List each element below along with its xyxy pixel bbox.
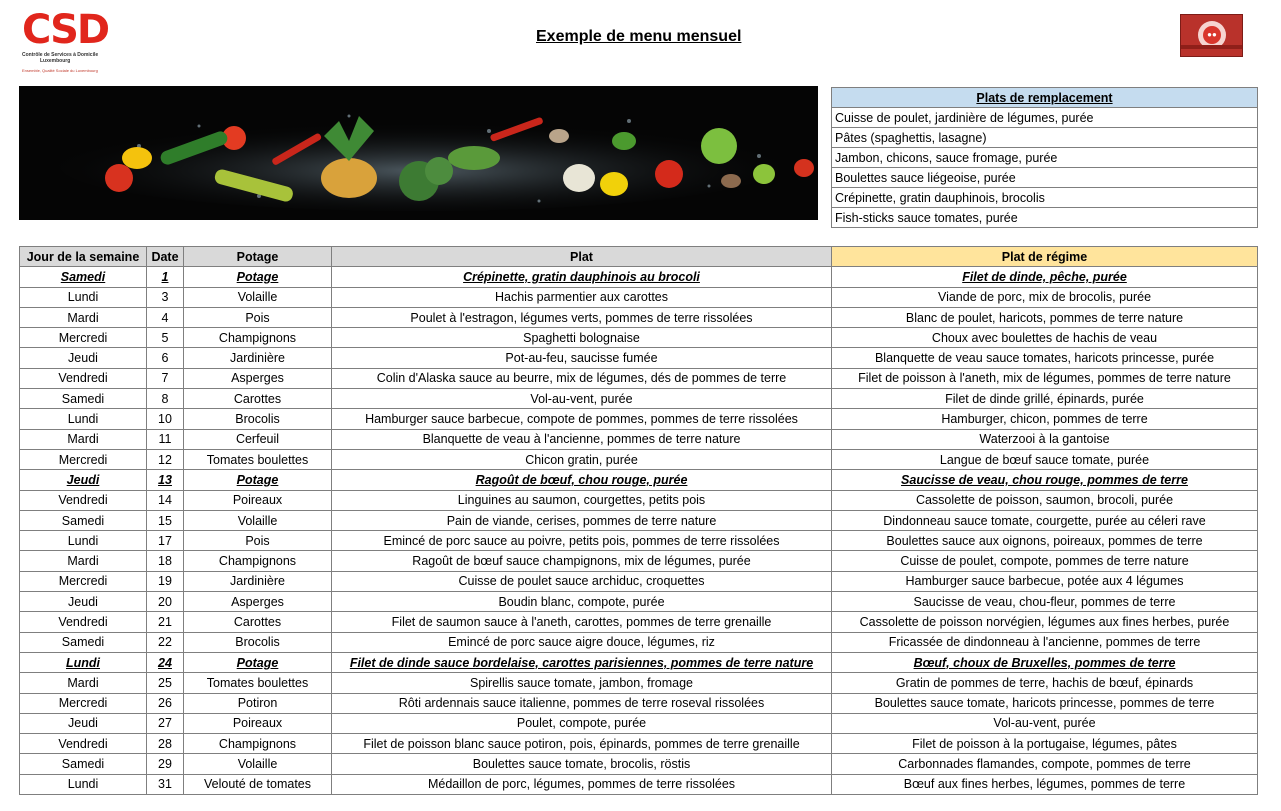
table-row bbox=[20, 571, 832, 591]
cell-soup: Pois bbox=[184, 307, 332, 327]
cell-day: Mardi bbox=[20, 673, 147, 693]
cell-dish: Emincé de porc sauce au poivre, petits pois, pommes de terre rissolées bbox=[332, 531, 832, 551]
table-row bbox=[832, 389, 1258, 409]
cell-dish: Ragoût de bœuf, chou rouge, purée bbox=[332, 470, 832, 490]
cell-soup: Pois bbox=[184, 531, 332, 551]
cell-date: 27 bbox=[147, 713, 184, 733]
table-row bbox=[832, 449, 1258, 469]
table-row bbox=[832, 551, 1258, 571]
table-row bbox=[832, 673, 1258, 693]
cell-date: 4 bbox=[147, 307, 184, 327]
cell-date: 8 bbox=[147, 389, 184, 409]
table-row bbox=[832, 409, 1258, 429]
cell-date: 1 bbox=[147, 267, 184, 287]
cell-soup: Cerfeuil bbox=[184, 429, 332, 449]
table-row bbox=[20, 449, 832, 469]
cell-day: Vendredi bbox=[20, 490, 147, 510]
table-row bbox=[20, 287, 832, 307]
logo-mark: CSD bbox=[22, 7, 109, 53]
cell-dish: Pain de viande, cerises, pommes de terre nature bbox=[332, 510, 832, 530]
cell-diet: Viande de porc, mix de brocolis, purée bbox=[832, 287, 1258, 307]
table-row bbox=[20, 267, 832, 287]
cell-day: Jeudi bbox=[20, 348, 147, 368]
replacement-item: Crépinette, gratin dauphinois, brocolis bbox=[832, 188, 1258, 208]
table-row bbox=[832, 612, 1258, 632]
cell-dish: Hachis parmentier aux carottes bbox=[332, 287, 832, 307]
table-row bbox=[20, 774, 832, 794]
replacement-title: Plats de remplacement bbox=[832, 88, 1258, 108]
cell-date: 3 bbox=[147, 287, 184, 307]
cell-soup: Volaille bbox=[184, 510, 332, 530]
cell-diet: Langue de bœuf sauce tomate, purée bbox=[832, 449, 1258, 469]
cell-day: Mardi bbox=[20, 307, 147, 327]
cell-soup: Velouté de tomates bbox=[184, 774, 332, 794]
logo-subtitle: Ensemble, Qualité Sociale du Luxembourg bbox=[22, 68, 98, 73]
table-row bbox=[832, 754, 1258, 774]
cell-diet: Hamburger sauce barbecue, potée aux 4 légumes bbox=[832, 571, 1258, 591]
table-row bbox=[20, 470, 832, 490]
table-row bbox=[20, 328, 832, 348]
meals-on-wheels-logo-icon: ●● bbox=[1180, 14, 1243, 57]
cell-day: Vendredi bbox=[20, 734, 147, 754]
cell-day: Lundi bbox=[20, 287, 147, 307]
cell-soup: Poireaux bbox=[184, 713, 332, 733]
cell-day: Jeudi bbox=[20, 470, 147, 490]
cell-date: 26 bbox=[147, 693, 184, 713]
cell-diet: Filet de dinde grillé, épinards, purée bbox=[832, 389, 1258, 409]
cell-diet: Boulettes sauce tomate, haricots princesse, pommes de terre bbox=[832, 693, 1258, 713]
cell-dish: Poulet, compote, purée bbox=[332, 713, 832, 733]
cell-date: 21 bbox=[147, 612, 184, 632]
cell-dish: Cuisse de poulet sauce archiduc, croquettes bbox=[332, 571, 832, 591]
cell-day: Lundi bbox=[20, 531, 147, 551]
cell-soup: Brocolis bbox=[184, 409, 332, 429]
cell-diet: Filet de dinde, pêche, purée bbox=[832, 267, 1258, 287]
table-row bbox=[20, 652, 832, 672]
cell-date: 15 bbox=[147, 510, 184, 530]
table-row bbox=[20, 734, 832, 754]
table-row bbox=[832, 328, 1258, 348]
table-row bbox=[20, 429, 832, 449]
cell-dish: Boudin blanc, compote, purée bbox=[332, 592, 832, 612]
monthly-menu-table bbox=[19, 246, 832, 795]
cell-diet: Bœuf, choux de Bruxelles, pommes de terre bbox=[832, 652, 1258, 672]
cell-soup: Jardinière bbox=[184, 348, 332, 368]
table-row bbox=[832, 429, 1258, 449]
table-row bbox=[20, 632, 832, 652]
cell-diet: Cuisse de poulet, compote, pommes de terre nature bbox=[832, 551, 1258, 571]
cell-date: 12 bbox=[147, 449, 184, 469]
cell-date: 20 bbox=[147, 592, 184, 612]
table-row bbox=[20, 348, 832, 368]
cell-diet: Saucisse de veau, chou rouge, pommes de terre bbox=[832, 470, 1258, 490]
table-row bbox=[832, 693, 1258, 713]
table-row bbox=[20, 368, 832, 388]
cell-day: Jeudi bbox=[20, 592, 147, 612]
cell-diet: Saucisse de veau, chou-fleur, pommes de terre bbox=[832, 592, 1258, 612]
cell-soup: Jardinière bbox=[184, 571, 332, 591]
cell-soup: Champignons bbox=[184, 734, 332, 754]
table-row bbox=[20, 409, 832, 429]
cell-day: Lundi bbox=[20, 652, 147, 672]
cell-diet: Blanc de poulet, haricots, pommes de terre nature bbox=[832, 307, 1258, 327]
table-row bbox=[832, 307, 1258, 327]
cell-date: 7 bbox=[147, 368, 184, 388]
cell-soup: Tomates boulettes bbox=[184, 673, 332, 693]
cell-dish: Vol-au-vent, purée bbox=[332, 389, 832, 409]
table-row bbox=[832, 592, 1258, 612]
cell-date: 17 bbox=[147, 531, 184, 551]
table-row bbox=[832, 734, 1258, 754]
cell-date: 24 bbox=[147, 652, 184, 672]
table-row bbox=[20, 612, 832, 632]
cell-soup: Brocolis bbox=[184, 632, 332, 652]
table-row bbox=[832, 287, 1258, 307]
cell-day: Samedi bbox=[20, 389, 147, 409]
replacement-item: Boulettes sauce liégeoise, purée bbox=[832, 168, 1258, 188]
cell-dish: Rôti ardennais sauce italienne, pommes de terre roseval rissolées bbox=[332, 693, 832, 713]
cell-day: Mercredi bbox=[20, 571, 147, 591]
cell-dish: Ragoût de bœuf sauce champignons, mix de légumes, purée bbox=[332, 551, 832, 571]
table-row bbox=[20, 713, 832, 733]
cell-soup: Asperges bbox=[184, 368, 332, 388]
cell-day: Vendredi bbox=[20, 612, 147, 632]
cell-diet: Bœuf aux fines herbes, légumes, pommes de terre bbox=[832, 774, 1258, 794]
cell-diet: Hamburger, chicon, pommes de terre bbox=[832, 409, 1258, 429]
cell-soup: Volaille bbox=[184, 754, 332, 774]
cell-dish: Filet de poisson blanc sauce potiron, pois, épinards, pommes de terre grenaille bbox=[332, 734, 832, 754]
cell-diet: Fricassée de dindonneau à l'ancienne, pommes de terre bbox=[832, 632, 1258, 652]
page-title: Exemple de menu mensuel bbox=[536, 28, 742, 45]
table-row bbox=[832, 470, 1258, 490]
cell-diet: Cassolette de poisson, saumon, brocoli, purée bbox=[832, 490, 1258, 510]
cell-dish: Boulettes sauce tomate, brocolis, röstis bbox=[332, 754, 832, 774]
table-row bbox=[20, 389, 832, 409]
cell-date: 28 bbox=[147, 734, 184, 754]
table-row bbox=[832, 571, 1258, 591]
table-row bbox=[832, 348, 1258, 368]
table-row bbox=[20, 531, 832, 551]
replacement-item: Fish-sticks sauce tomates, purée bbox=[832, 208, 1258, 228]
cell-diet: Boulettes sauce aux oignons, poireaux, pommes de terre bbox=[832, 531, 1258, 551]
cell-soup: Champignons bbox=[184, 328, 332, 348]
cell-diet: Waterzooi à la gantoise bbox=[832, 429, 1258, 449]
cell-soup: Carottes bbox=[184, 389, 332, 409]
replacement-table bbox=[831, 87, 1258, 228]
diet-menu-table bbox=[831, 246, 1258, 795]
logo-country: Luxembourg bbox=[40, 58, 71, 64]
cell-dish: Pot-au-feu, saucisse fumée bbox=[332, 348, 832, 368]
cell-day: Lundi bbox=[20, 409, 147, 429]
column-header-diet: Plat de régime bbox=[832, 247, 1258, 267]
cell-date: 5 bbox=[147, 328, 184, 348]
cell-soup: Champignons bbox=[184, 551, 332, 571]
cell-dish: Blanquette de veau à l'ancienne, pommes de terre nature bbox=[332, 429, 832, 449]
cell-diet: Gratin de pommes de terre, hachis de bœuf, épinards bbox=[832, 673, 1258, 693]
vegetables-splash-image bbox=[19, 86, 818, 220]
cell-soup: Potage bbox=[184, 267, 332, 287]
table-row bbox=[832, 774, 1258, 794]
cell-day: Mercredi bbox=[20, 693, 147, 713]
table-row bbox=[832, 652, 1258, 672]
cell-diet: Choux avec boulettes de hachis de veau bbox=[832, 328, 1258, 348]
cell-day: Mercredi bbox=[20, 328, 147, 348]
cell-dish: Spaghetti bolognaise bbox=[332, 328, 832, 348]
cell-diet: Carbonnades flamandes, compote, pommes de terre bbox=[832, 754, 1258, 774]
table-row bbox=[832, 490, 1258, 510]
cell-dish: Filet de dinde sauce bordelaise, carottes parisiennes, pommes de terre nature bbox=[332, 652, 832, 672]
cell-dish: Crépinette, gratin dauphinois au brocoli bbox=[332, 267, 832, 287]
cell-diet: Blanquette de veau sauce tomates, haricots princesse, purée bbox=[832, 348, 1258, 368]
table-row bbox=[20, 490, 832, 510]
cell-soup: Tomates boulettes bbox=[184, 449, 332, 469]
cell-diet: Filet de poisson à l'aneth, mix de légumes, pommes de terre nature bbox=[832, 368, 1258, 388]
table-row bbox=[20, 307, 832, 327]
replacement-item: Pâtes (spaghettis, lasagne) bbox=[832, 128, 1258, 148]
table-row bbox=[832, 368, 1258, 388]
cell-soup: Poireaux bbox=[184, 490, 332, 510]
table-row bbox=[20, 510, 832, 530]
cell-soup: Carottes bbox=[184, 612, 332, 632]
cell-day: Samedi bbox=[20, 267, 147, 287]
cell-soup: Potage bbox=[184, 470, 332, 490]
cell-soup: Potage bbox=[184, 652, 332, 672]
replacement-item: Cuisse de poulet, jardinière de légumes, purée bbox=[832, 108, 1258, 128]
csd-logo bbox=[22, 7, 112, 73]
column-header-date: Date bbox=[147, 247, 184, 267]
cell-day: Mardi bbox=[20, 429, 147, 449]
cell-date: 18 bbox=[147, 551, 184, 571]
table-row bbox=[832, 531, 1258, 551]
cell-dish: Filet de saumon sauce à l'aneth, carottes, pommes de terre grenaille bbox=[332, 612, 832, 632]
table-row bbox=[832, 267, 1258, 287]
cell-day: Vendredi bbox=[20, 368, 147, 388]
table-row bbox=[832, 510, 1258, 530]
cell-date: 14 bbox=[147, 490, 184, 510]
table-row bbox=[832, 713, 1258, 733]
cell-soup: Potiron bbox=[184, 693, 332, 713]
replacement-item: Jambon, chicons, sauce fromage, purée bbox=[832, 148, 1258, 168]
cell-dish: Médaillon de porc, légumes, pommes de terre rissolées bbox=[332, 774, 832, 794]
cell-diet: Cassolette de poisson norvégien, légumes aux fines herbes, purée bbox=[832, 612, 1258, 632]
column-header-soup: Potage bbox=[184, 247, 332, 267]
table-row bbox=[20, 754, 832, 774]
cell-diet: Vol-au-vent, purée bbox=[832, 713, 1258, 733]
cell-date: 10 bbox=[147, 409, 184, 429]
cell-date: 6 bbox=[147, 348, 184, 368]
cell-dish: Chicon gratin, purée bbox=[332, 449, 832, 469]
cell-day: Samedi bbox=[20, 632, 147, 652]
cell-dish: Linguines au saumon, courgettes, petits pois bbox=[332, 490, 832, 510]
cell-diet: Dindonneau sauce tomate, courgette, purée au céleri rave bbox=[832, 510, 1258, 530]
cell-dish: Hamburger sauce barbecue, compote de pommes, pommes de terre rissolées bbox=[332, 409, 832, 429]
cell-day: Samedi bbox=[20, 754, 147, 774]
column-header-day: Jour de la semaine bbox=[20, 247, 147, 267]
cell-dish: Poulet à l'estragon, légumes verts, pommes de terre rissolées bbox=[332, 307, 832, 327]
cell-day: Samedi bbox=[20, 510, 147, 530]
cell-date: 29 bbox=[147, 754, 184, 774]
cell-date: 11 bbox=[147, 429, 184, 449]
cell-date: 22 bbox=[147, 632, 184, 652]
cell-day: Mercredi bbox=[20, 449, 147, 469]
cell-soup: Volaille bbox=[184, 287, 332, 307]
table-row bbox=[20, 592, 832, 612]
cell-date: 25 bbox=[147, 673, 184, 693]
cell-dish: Colin d'Alaska sauce au beurre, mix de légumes, dés de pommes de terre bbox=[332, 368, 832, 388]
cell-dish: Emincé de porc sauce aigre douce, légumes, riz bbox=[332, 632, 832, 652]
column-header-dish: Plat bbox=[332, 247, 832, 267]
table-row bbox=[20, 673, 832, 693]
cell-diet: Filet de poisson à la portugaise, légumes, pâtes bbox=[832, 734, 1258, 754]
table-row bbox=[832, 632, 1258, 652]
logo-tagline: Contrôle de Services à Domicile bbox=[22, 52, 99, 58]
cell-date: 19 bbox=[147, 571, 184, 591]
cell-dish: Spirellis sauce tomate, jambon, fromage bbox=[332, 673, 832, 693]
cell-day: Mardi bbox=[20, 551, 147, 571]
table-row bbox=[20, 551, 832, 571]
cell-date: 31 bbox=[147, 774, 184, 794]
cell-soup: Asperges bbox=[184, 592, 332, 612]
table-row bbox=[20, 693, 832, 713]
cell-day: Jeudi bbox=[20, 713, 147, 733]
cell-date: 13 bbox=[147, 470, 184, 490]
cell-day: Lundi bbox=[20, 774, 147, 794]
